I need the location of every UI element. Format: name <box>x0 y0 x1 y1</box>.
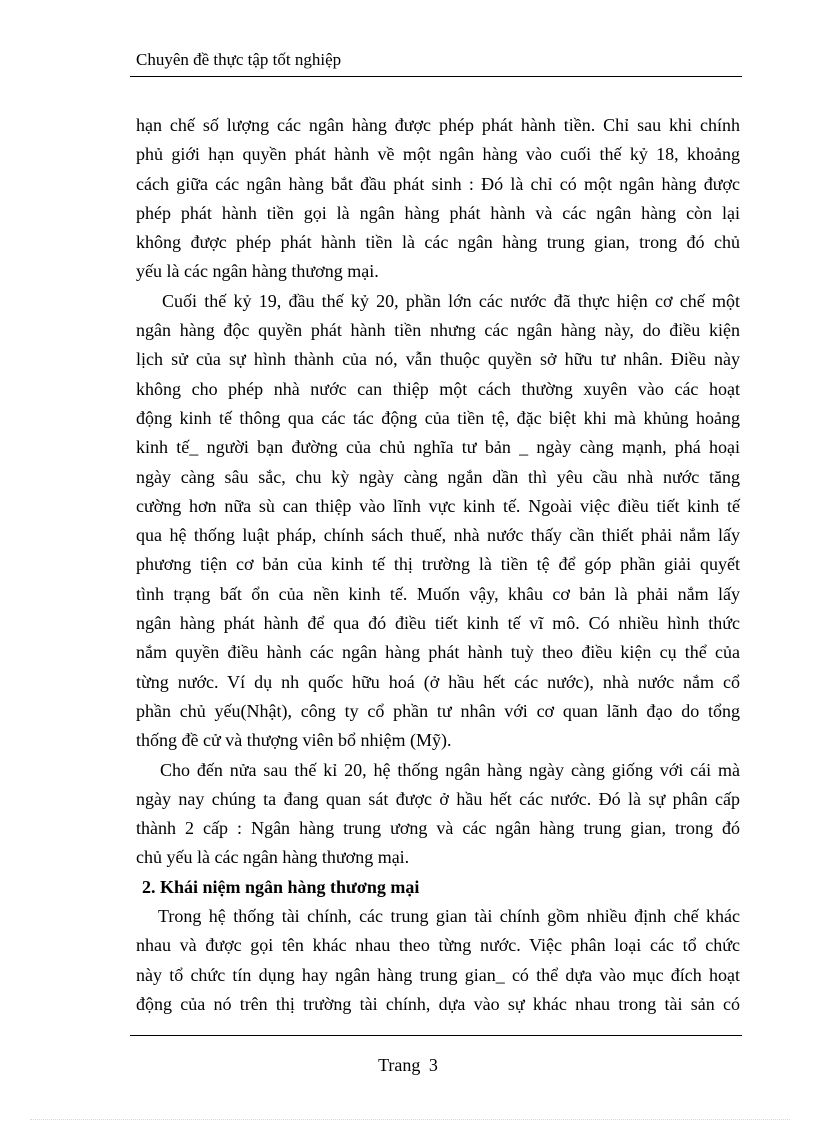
text-line: yếu là các ngân hàng thương mại. <box>136 261 379 282</box>
page-header <box>136 48 740 72</box>
header-divider <box>130 76 742 77</box>
text-line: phép phát hành tiền gọi là ngân hàng phát hành và các ngân hàng còn lại <box>136 202 740 223</box>
document-body <box>136 111 740 1019</box>
text-line: ngày càng sâu sắc, chu kỳ ngày càng ngắn dần thì yêu cầu nhà nước tăng <box>136 466 740 487</box>
header-title: Chuyên đề thực tập tốt nghiệp <box>136 50 342 69</box>
text-line: ngân hàng độc quyền phát hành tiền nhưng các ngân hàng này, do điều kiện <box>136 320 740 341</box>
footer-divider <box>130 1035 742 1036</box>
text-line: nhau và được gọi tên khác nhau theo từng nước. Việc phân loại các tổ chức <box>136 935 740 956</box>
text-line: động của nó trên thị trường tài chính, dựa vào sự khác nhau trong tài sản có <box>136 993 740 1014</box>
footer-page-label: Trang <box>378 1055 421 1075</box>
text-line: hạn chế số lượng các ngân hàng được phép phát hành tiền. Chỉ sau khi chính <box>136 115 740 135</box>
text-line: chủ yếu là các ngân hàng thương mại. <box>136 847 410 868</box>
text-line: từng nước. Ví dụ nh quốc hữu hoá (ở hầu hết các nước), nhà nước nắm cổ <box>136 671 740 692</box>
page-edge-divider <box>30 1119 790 1120</box>
text-line: Trong hệ thống tài chính, các trung gian tài chính gồm nhiều định chế khác <box>158 906 740 927</box>
text-line: thành 2 cấp : Ngân hàng trung ương và các ngân hàng trung gian, trong đó <box>136 818 740 839</box>
text-line: cách giữa các ngân hàng bắt đầu phát sinh : Đó là chỉ có một ngân hàng được <box>136 173 740 194</box>
text-line: thống đề cử và thượng viên bổ nhiệm (Mỹ). <box>136 730 452 751</box>
text-line: Cho đến nửa sau thế kỉ 20, hệ thống ngân hàng ngày càng giống với cái mà <box>160 759 740 780</box>
footer-page-number: 3 <box>428 1055 438 1075</box>
text-line: phủ giới hạn quyền phát hành về một ngân hàng vào cuối thế kỷ 18, khoảng <box>136 144 740 165</box>
text-line: nắm quyền điều hành các ngân hàng phát hành tuỳ theo điều kiện cụ thể của <box>136 642 740 663</box>
text-line: không được phép phát hành tiền là các ngân hàng trung gian, trong đó chủ <box>136 232 740 253</box>
text-line: cường hơn nữa sù can thiệp vào lĩnh vực kinh tế. Ngoài việc điều tiết kinh tế <box>136 495 740 516</box>
paragraph-4 <box>136 902 740 1019</box>
text-line: Cuối thế kỷ 19, đầu thế kỷ 20, phần lớn các nước đã thực hiện cơ chế một <box>162 290 740 311</box>
text-line: lịch sử của sự hình thành của nó, vẫn thuộc quyền sở hữu tư nhân. Điều này <box>136 349 740 370</box>
text-line: không cho phép nhà nước can thiệp một cách thường xuyên vào các hoạt <box>136 378 740 399</box>
text-line: động kinh tế thông qua các tác động của tiền tệ, đặc biệt khi mà khủng hoảng <box>136 407 740 428</box>
text-line: này tổ chức tín dụng hay ngân hàng trung gian_ có thể dựa vào mục đích hoạt <box>136 964 740 985</box>
paragraph-1 <box>136 111 740 287</box>
text-line: ngân hàng phát hành để qua đó điều tiết kinh tế vĩ mô. Có nhiều hình thức <box>136 613 740 634</box>
text-line: phần chủ yếu(Nhật), công ty cổ phần tư nhân với cơ quan lãnh đạo do tổng <box>136 700 740 721</box>
page-footer <box>0 1053 816 1077</box>
text-line: phương tiện cơ bản của kinh tế thị trường là tiền tệ để góp phần giải quyết <box>136 554 740 575</box>
text-line: kinh tế_ người bạn đường của chủ nghĩa tư bản _ ngày càng mạnh, phá hoại <box>136 437 740 458</box>
paragraph-2 <box>136 287 740 756</box>
paragraph-3 <box>136 756 740 873</box>
text-line: tình trạng bất ổn của nền kinh tế. Muốn vậy, khâu cơ bản là phải nắm lấy <box>136 583 740 604</box>
section-heading: 2. Khái niệm ngân hàng thương mại <box>142 876 420 897</box>
text-line: ngày nay chúng ta đang quan sát được ở hầu hết các nước. Đó là sự phân cấp <box>136 788 740 809</box>
text-line: qua hệ thống luật pháp, chính sách thuế, nhà nước thấy cần thiết phải nắm lấy <box>136 525 740 546</box>
